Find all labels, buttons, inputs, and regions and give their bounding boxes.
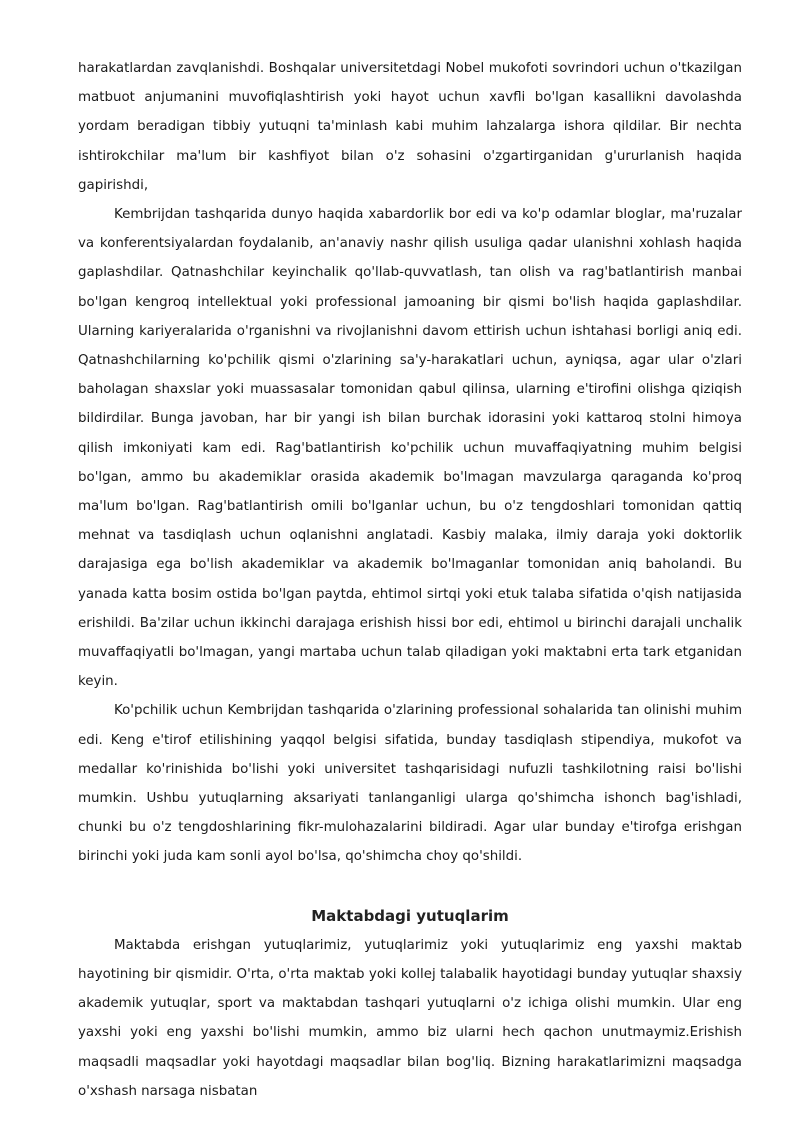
body-paragraph: Ko'pchilik uchun Kembrijdan tashqarida o'zlarining professional sohalarida tan olinishi muhim edi. Keng e'tirof etilishining yaqqol belgisi sifatida, bunday tasdiqlash stipendiya, mukofot va medallar ko'rinishida bo'lishi yoki universitet tashqarisidagi nufuzli tashkilotning raisi bo'lishi mumkin. Ushbu yutuqlarning aksariyati tanlanganligi ularga qo'shimcha ishonch bag'ishladi, chunki bu o'z tengdoshlarining fikr-mulohazalarini bildiradi. Agar ular bunday e'tirofga erishgan birinchi yoki juda kam sonli ayol bo'lsa, qo'shimcha choy qo'shildi. — [78, 703, 742, 865]
section-heading: Maktabdagi yutuqlarim — [311, 906, 509, 925]
body-paragraph: Kembrijdan tashqarida dunyo haqida xabardorlik bor edi va ko'p odamlar bloglar, ma'ruzalar va konferentsiyalardan foydalanib, an'anaviy nashr qilish usuliga qadar ulanishni xohlash haqida gaplashdilar. Qatnashchilar keyinchalik qo'llab-quvvatlash, tan olish va rag'batlantirish manbai bo'lgan kengroq intellektual yoki professional jamoaning bir qismi bo'lish haqida gaplashdilar. Ularning kariyeralarida o'rganishni va rivojlanishni davom ettirish uchun ishtahasi borligi aniq edi. Qatnashchilarning ko'pchilik qismi o'zlarining sa'y-harakatlari uchun, ayniqsa, agar ular o'zlari baholagan shaxslar yoki muassasalar tomonidan qabul qilinsa, ularning e'tirofini olishga qiziqish bildirdilar. Bunga javoban, har bir yangi ish bilan burchak idorasini yoki kattaroq stolni himoya qilish imkoniyati kam edi. Rag'batlantirish ko'pchilik uchun muvaffaqiyatning muhim belgisi bo'lgan, ammo bu akademiklar orasida akademik bo'lmagan mavzularga qaraganda ko'proq ma'lum bo'lgan. Rag'batlantirish omili bo'lganlar uchun, bu o'z tengdoshlari tomonidan qattiq mehnat va tasdiqlash uchun oqlanishni anglatadi. Kasbiy malaka, ilmiy daraja yoki doktorlik darajasiga ega bo'lish akademiklar va akademik bo'lmaganlar tomonidan aniq baholandi. Bu yanada katta bosim ostida bo'lgan paytda, ehtimol sirtqi yoki etuk talaba sifatida o'qish natijasida erishildi. Ba'zilar uchun ikkinchi darajaga erishish hissi bor edi, ehtimol u birinchi darajali unchalik muvaffaqiyatli bo'lmagan, yangi martaba uchun talab qiladigan yoki maktabni erta tark etganidan keyin. — [78, 207, 742, 690]
body-paragraph: Maktabda erishgan yutuqlarimiz, yutuqlarimiz yoki yutuqlarimiz eng yaxshi maktab hayotining bir qismidir. O'rta, o'rta maktab yoki kollej talabalik hayotidagi bunday yutuqlar shaxsiy akademik yutuqlar, sport va maktabdan tashqari yutuqlarni o'z ichiga olishi mumkin. Ular eng yaxshi yoki eng yaxshi bo'lishi mumkin, ammo biz ularni hech qachon unutmaymiz.Erishish maqsadli maqsadlar yoki hayotdagi maqsadlar bilan bog'liq. Bizning harakatlarimizni maqsadga o'xshash narsaga nisbatan — [78, 937, 742, 1099]
document-page — [78, 54, 742, 1106]
body-paragraph: harakatlardan zavqlanishdi. Boshqalar universitetdagi Nobel mukofoti sovrindori uchun o'tkazilgan matbuot anjumanini muvofiqlashtirish yoki hayot uchun xavfli bo'lgan kasallikni davolashda yordam beradigan tibbiy yutuqni ta'minlash kabi muhim lahzalarga ishora qildilar. Bir nechta ishtirokchilar ma'lum bir kashfiyot bilan o'z sohasini o'zgartirganidan g'ururlanish haqida gapirishdi, — [78, 61, 742, 193]
